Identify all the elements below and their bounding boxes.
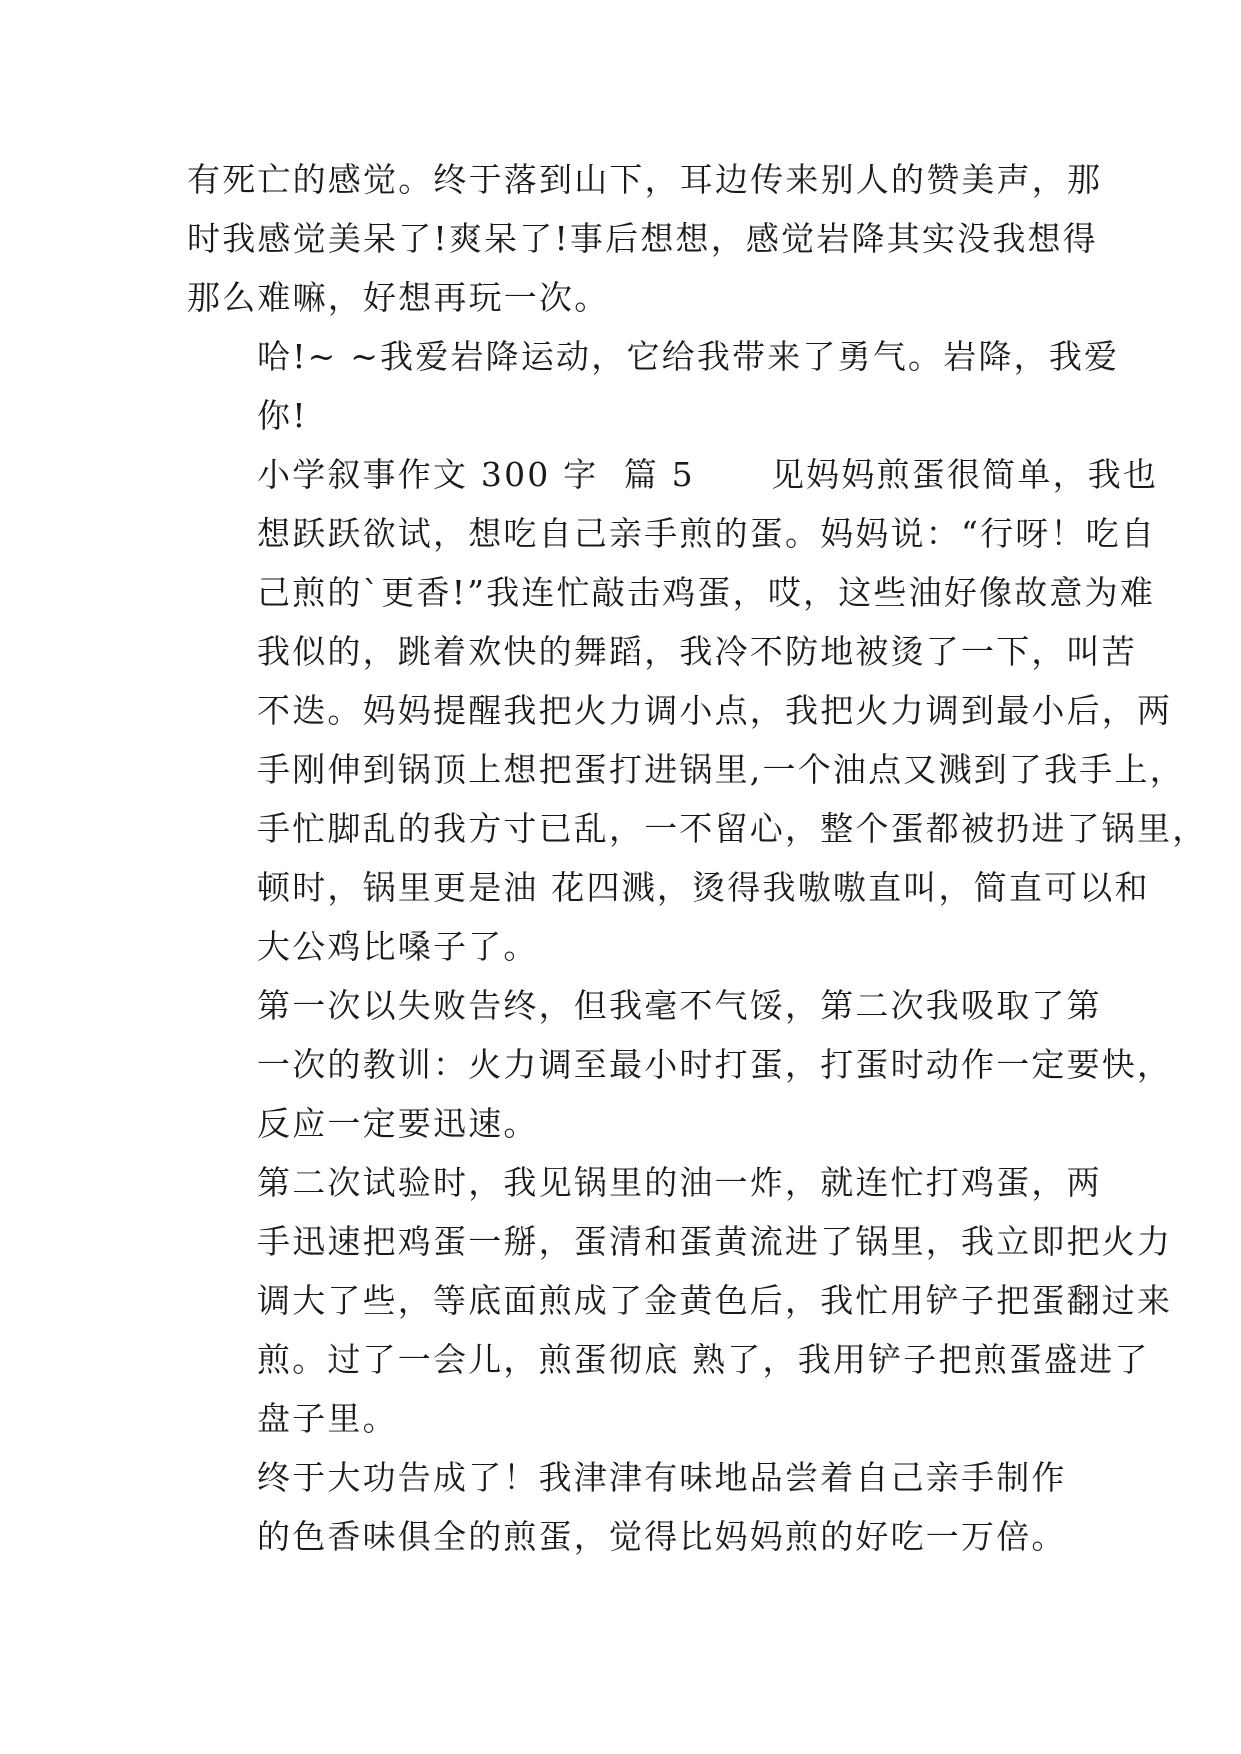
text-line: 调大了些，等底面煎成了金黄色后，我忙用铲子把蛋翻过来 (257, 1281, 1173, 1320)
paragraph-2 (187, 327, 1120, 445)
text-line: 时我感觉美呆了!爽呆了!事后想想，感觉岩降其实没我想得 (187, 219, 1098, 258)
text-line: 有死亡的感觉。终于落到山下，耳边传来别人的赞美声，那 (187, 160, 1103, 199)
text-line: 手忙脚乱的我方寸已乱，一不留心，整个蛋都被扔进了锅里， (257, 809, 1208, 848)
text-line: 终于大功告成了！我津津有味地品尝着自己亲手制作 (257, 1458, 1067, 1497)
text-line: 小学叙事作文 300 字 篇 5 见妈妈煎蛋很简单，我也 (257, 455, 1159, 494)
paragraph-5 (187, 1153, 1173, 1448)
paragraph-1 (187, 150, 1103, 327)
article-body (187, 150, 1208, 1566)
text-line: 第二次试验时，我见锅里的油一炸，就连忙打鸡蛋，两 (257, 1163, 1102, 1202)
text-line: 我似的，跳着欢快的舞蹈，我冷不防地被烫了一下，叫苦 (257, 632, 1137, 671)
text-line: 那么难嘛，好想再玩一次。 (187, 278, 610, 317)
text-line: 的色香味俱全的煎蛋，觉得比妈妈煎的好吃一万倍。 (257, 1517, 1067, 1556)
text-line: 一次的教训：火力调至最小时打蛋，打蛋时动作一定要快， (257, 1045, 1173, 1084)
paragraph-4 (187, 976, 1173, 1153)
text-line: 反应一定要迅速。 (257, 1104, 539, 1143)
text-line: 不迭。妈妈提醒我把火力调小点，我把火力调到最小后，两 (257, 691, 1173, 730)
paragraph-3 (187, 445, 1208, 976)
text-line: 顿时，锅里更是油 花四溅，烫得我嗷嗷直叫，简直可以和 (257, 868, 1150, 907)
text-line: 想跃跃欲试，想吃自己亲手煎的蛋。妈妈说：“行呀！吃自 (257, 514, 1157, 553)
text-line: 手迅速把鸡蛋一掰，蛋清和蛋黄流进了锅里，我立即把火力 (257, 1222, 1173, 1261)
paragraph-6 (187, 1448, 1067, 1566)
text-line: 大公鸡比嗓子了。 (257, 927, 539, 966)
text-line: 你! (257, 396, 308, 435)
text-line: 手刚伸到锅顶上想把蛋打进锅里,一个油点又溅到了我手上， (257, 750, 1185, 789)
text-line: 盘子里。 (257, 1399, 398, 1438)
text-line: 第一次以失败告终，但我毫不气馁，第二次我吸取了第 (257, 986, 1102, 1025)
text-line: 煎。过了一会儿，煎蛋彻底 熟了，我用铲子把煎蛋盛进了 (257, 1340, 1150, 1379)
text-line: 哈!~ ~我爱岩降运动，它给我带来了勇气。岩降，我爱 (257, 337, 1120, 376)
text-line: 己煎的`更香!”我连忙敲击鸡蛋，哎，这些油好像故意为难 (257, 573, 1156, 612)
